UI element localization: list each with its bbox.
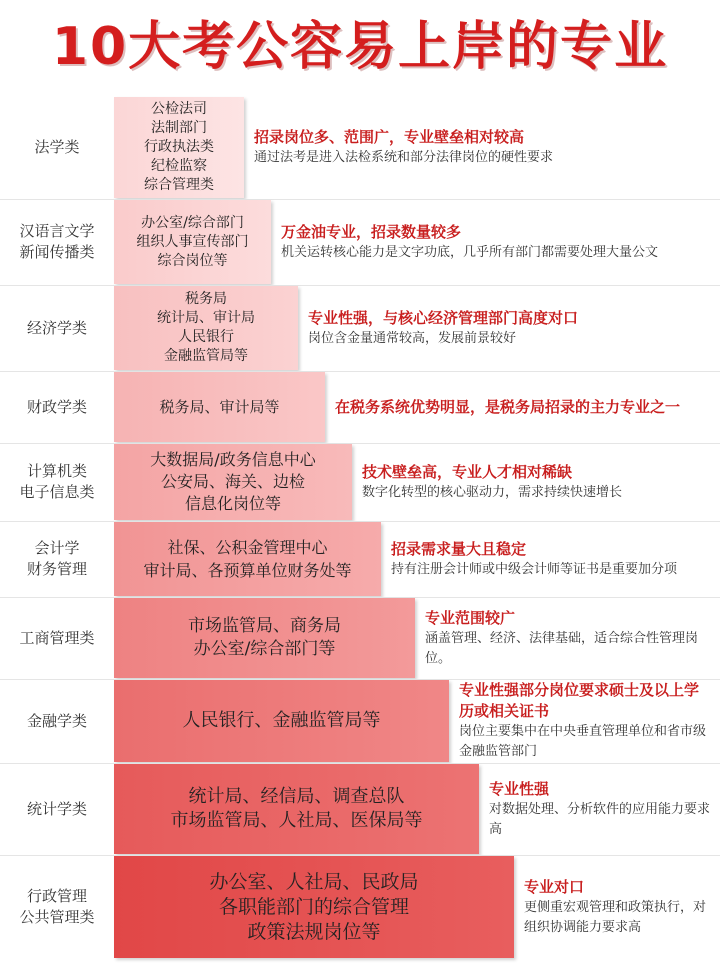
position-line: 大数据局/政务信息中心	[150, 450, 316, 469]
positions-step	[114, 598, 415, 678]
category-line: 公共管理类	[19, 908, 95, 926]
position-line: 税务局、审计局等	[159, 398, 280, 416]
position-line: 政策法规岗位等	[247, 920, 381, 943]
category-line: 金融学类	[26, 711, 87, 730]
position-line: 办公室/综合部门	[141, 214, 244, 231]
major-row	[0, 522, 720, 596]
note-text: 对数据处理、分析软件的应用能力要求高	[489, 801, 711, 837]
major-category	[0, 598, 114, 678]
position-line: 综合管理类	[144, 177, 214, 193]
position-line: 市场监管局、人社局、医保局等	[170, 810, 423, 831]
category-line: 计算机类	[26, 462, 87, 480]
note-text: 岗位主要集中在中央垂直管理单位和省市级金融监管部门	[459, 724, 707, 759]
note-text: 持有注册会计师或中级会计师等证书是重要加分项	[391, 561, 678, 577]
major-category	[0, 372, 114, 442]
positions-step	[114, 680, 449, 762]
position-line: 金融监管局等	[164, 348, 248, 364]
note-text: 机关运转核心能力是文字功底，几乎所有部门都需要处理大量公文	[281, 244, 659, 260]
positions-step	[114, 444, 352, 520]
major-row	[0, 97, 720, 198]
major-description	[362, 444, 712, 520]
highlight-text: 专业性强	[489, 779, 550, 798]
highlight-text: 专业性强部分岗位要求硕士及以上学历或相关证书	[459, 681, 700, 720]
major-description	[281, 200, 712, 284]
major-description	[425, 598, 712, 678]
category-line: 法学类	[34, 138, 80, 156]
major-description	[308, 286, 712, 370]
position-line: 税务局	[185, 291, 227, 307]
major-category	[0, 444, 114, 520]
major-category	[0, 97, 114, 198]
major-category	[0, 856, 114, 958]
position-line: 行政执法类	[144, 139, 214, 155]
major-row	[0, 286, 720, 370]
position-line: 人民银行	[178, 329, 234, 345]
major-description	[489, 764, 712, 854]
position-line: 审计局、各预算单位财务处等	[143, 561, 352, 580]
major-row	[0, 200, 720, 284]
highlight-text: 技术壁垒高，专业人才相对稀缺	[362, 462, 573, 481]
major-category	[0, 522, 114, 596]
major-description	[524, 856, 712, 958]
major-category	[0, 680, 114, 762]
major-row	[0, 856, 720, 958]
position-line: 信息化岗位等	[184, 494, 281, 513]
position-line: 统计局、审计局	[157, 310, 255, 326]
category-line: 财政学类	[26, 397, 87, 416]
major-category	[0, 286, 114, 370]
category-line: 行政管理	[26, 887, 87, 905]
positions-step	[114, 286, 298, 370]
highlight-text: 万金油专业，招录数量较多	[281, 222, 462, 241]
position-line: 法制部门	[151, 120, 207, 136]
major-row	[0, 598, 720, 678]
category-line: 汉语言文学	[19, 222, 95, 240]
position-line: 社保、公积金管理中心	[167, 538, 328, 557]
positions-step	[114, 200, 271, 284]
position-line: 公安局、海关、边检	[160, 472, 305, 491]
major-description	[391, 522, 712, 596]
category-line: 新闻传播类	[19, 243, 95, 261]
highlight-text: 专业性强，与核心经济管理部门高度对口	[308, 308, 579, 327]
major-row	[0, 372, 720, 442]
positions-step	[114, 856, 514, 958]
note-text: 更侧重宏观管理和政策执行，对组织协调能力要求高	[524, 899, 707, 935]
major-row	[0, 764, 720, 854]
category-line: 会计学	[34, 539, 80, 557]
category-line: 经济学类	[26, 318, 87, 337]
highlight-text: 招录需求量大且稳定	[391, 539, 527, 558]
position-line: 人民银行、金融监管局等	[182, 710, 381, 731]
category-line: 电子信息类	[19, 483, 95, 501]
highlight-text: 招录岗位多、范围广，专业壁垒相对较高	[254, 128, 525, 146]
major-category	[0, 200, 114, 284]
note-text: 涵盖管理、经济、法律基础，适合综合性管理岗位。	[425, 630, 699, 666]
position-line: 统计局、经信局、调查总队	[188, 786, 405, 807]
highlight-text: 在税务系统优势明显，是税务局招录的主力专业之一	[335, 397, 681, 416]
highlight-text: 专业范围较广	[425, 608, 516, 627]
major-description	[335, 372, 712, 442]
page-title: 10大考公容易上岸的专业	[51, 17, 669, 77]
major-category	[0, 764, 114, 854]
positions-step	[114, 522, 381, 596]
category-line: 工商管理类	[19, 628, 95, 647]
major-description	[254, 97, 712, 198]
note-text: 岗位含金量通常较高，发展前景较好	[308, 330, 517, 346]
category-line: 统计学类	[26, 799, 87, 818]
note-text: 数字化转型的核心驱动力，需求持续快速增长	[362, 484, 623, 500]
note-text: 通过法考是进入法检系统和部分法律岗位的硬性要求	[254, 150, 554, 165]
highlight-text: 专业对口	[524, 877, 585, 896]
position-line: 办公室、人社局、民政局	[209, 870, 419, 893]
position-line: 纪检监察	[151, 158, 207, 174]
major-row	[0, 444, 720, 520]
positions-step	[114, 764, 479, 854]
position-line: 组织人事宣传部门	[136, 233, 249, 250]
positions-step	[114, 372, 325, 442]
position-line: 各职能部门的综合管理	[218, 895, 409, 918]
major-row	[0, 680, 720, 762]
position-line: 市场监管局、商务局	[188, 616, 341, 636]
position-line: 办公室/综合部门等	[193, 639, 336, 659]
positions-step	[114, 97, 244, 198]
position-line: 综合岗位等	[157, 252, 228, 269]
major-description	[459, 680, 712, 762]
position-line: 公检法司	[151, 101, 207, 117]
category-line: 财务管理	[26, 560, 87, 578]
